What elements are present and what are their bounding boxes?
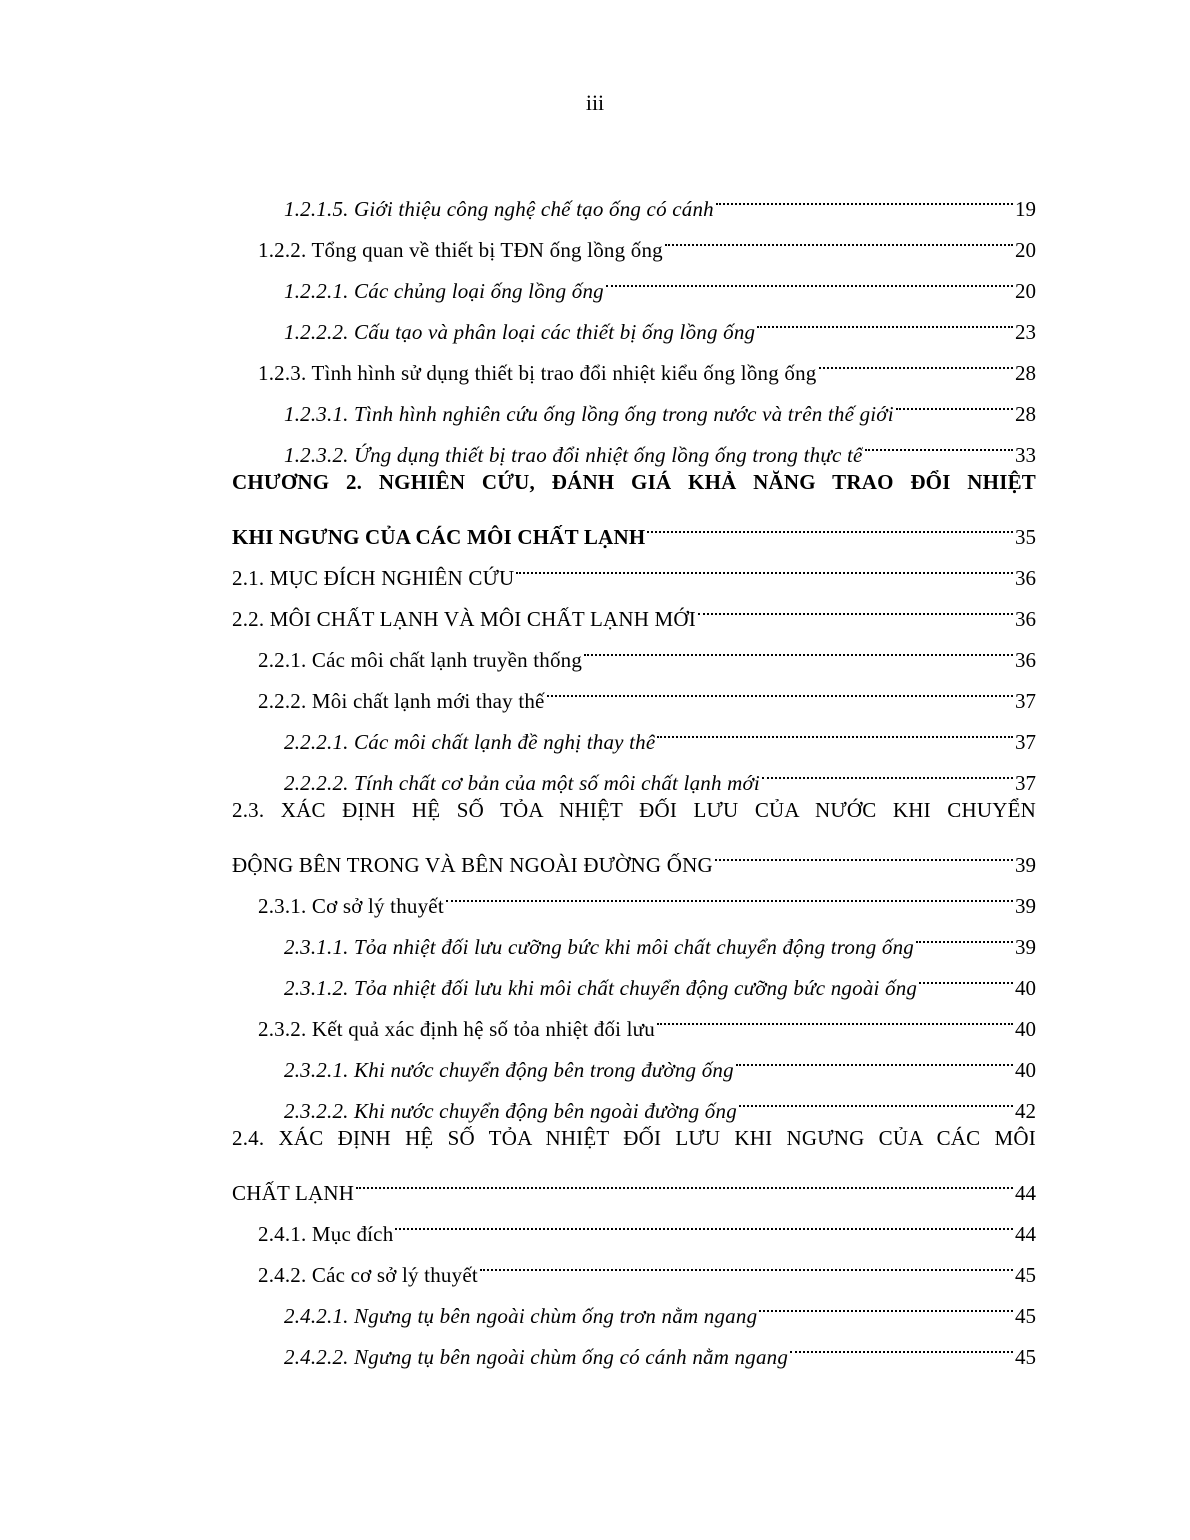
toc-entry-title: 1.2.2. Tổng quan về thiết bị TĐN ống lồng ống <box>258 238 663 262</box>
toc-entry[interactable] <box>232 1159 1036 1205</box>
toc-entry-page: 45 <box>1015 1345 1036 1369</box>
toc-entry-title: 2.4.2. Các cơ sở lý thuyết <box>258 1263 478 1287</box>
toc-entry-page: 39 <box>1015 853 1036 877</box>
dot-leader <box>657 995 1013 1036</box>
toc-entry-title: 2.3.2.1. Khi nước chuyển động bên trong đường ống <box>284 1058 734 1082</box>
toc-entry-page: 37 <box>1015 689 1036 713</box>
toc-entry-page: 40 <box>1015 1017 1036 1041</box>
dot-leader <box>657 708 1013 749</box>
toc-entry-title: 1.2.3.2. Ứng dụng thiết bị trao đổi nhiệt ống lồng ống trong thực tế <box>284 443 863 467</box>
toc-entry-title: 1.2.2.2. Cấu tạo và phân loại các thiết bị ống lồng ống <box>284 320 756 344</box>
toc-entry-page: 44 <box>1015 1222 1036 1246</box>
toc-entry-page: 45 <box>1015 1304 1036 1328</box>
dot-leader <box>446 872 1013 913</box>
toc-entry-page: 37 <box>1015 730 1036 754</box>
dot-leader <box>516 544 1013 585</box>
dot-leader <box>715 831 1013 872</box>
toc-entry-page: 42 <box>1015 1099 1036 1123</box>
dot-leader <box>790 1323 1013 1364</box>
dot-leader <box>395 1200 1013 1241</box>
toc-entry-title: ĐỘNG BÊN TRONG VÀ BÊN NGOÀI ĐƯỜNG ỐNG <box>232 853 713 877</box>
toc-entry-title: 1.2.1.5. Giới thiệu công nghệ chế tạo ống có cánh <box>284 197 714 221</box>
dot-leader <box>736 1036 1013 1077</box>
dot-leader <box>356 1159 1013 1200</box>
toc-entry-page: 37 <box>1015 771 1036 795</box>
toc-entry-title: 2.1. MỤC ĐÍCH NGHIÊN CỨU <box>232 566 515 590</box>
dot-leader <box>739 1077 1013 1118</box>
toc-entry-page: 28 <box>1015 402 1036 426</box>
toc-entry-title: 2.3.1.1. Tỏa nhiệt đối lưu cưỡng bức khi môi chất chuyển động trong ống <box>284 935 914 959</box>
toc-entry-page: 39 <box>1015 935 1036 959</box>
toc-entry-title: 2.2.1. Các môi chất lạnh truyền thống <box>258 648 583 672</box>
toc-entry-title: 2.3.2. Kết quả xác định hệ số tỏa nhiệt đối lưu <box>258 1017 655 1041</box>
toc-entry-title: 2.3.1.2. Tỏa nhiệt đối lưu khi môi chất chuyển động cưỡng bức ngoài ống <box>284 976 918 1000</box>
toc-chapter-heading-line1[interactable] <box>232 462 1036 503</box>
dot-leader <box>698 585 1013 626</box>
dot-leader <box>547 667 1013 708</box>
toc-entry[interactable] <box>232 831 1036 877</box>
toc-entry-page: 36 <box>1015 566 1036 590</box>
dot-leader <box>896 380 1013 421</box>
toc-entry-page: 45 <box>1015 1263 1036 1287</box>
dot-leader <box>606 257 1013 298</box>
toc-entry-title: 2.2.2. Môi chất lạnh mới thay thế <box>258 689 545 713</box>
dot-leader <box>665 216 1013 257</box>
toc-entry-page: 33 <box>1015 443 1036 467</box>
toc-entry-page: 40 <box>1015 1058 1036 1082</box>
toc-entry-title: 2.2.2.1. Các môi chất lạnh đề nghị thay thế <box>284 730 656 754</box>
dot-leader <box>916 913 1013 954</box>
toc-entry-page: 23 <box>1015 320 1036 344</box>
toc-entry-page: 44 <box>1015 1181 1036 1205</box>
dot-leader <box>865 421 1014 462</box>
toc-section-heading-line1[interactable] <box>232 790 1036 831</box>
dot-leader <box>919 954 1013 995</box>
toc-entry-page: 20 <box>1015 279 1036 303</box>
toc-entry-title: 2.2.2.2. Tính chất cơ bản của một số môi chất lạnh mới <box>284 771 760 795</box>
toc-entry-page: 19 <box>1015 197 1036 221</box>
toc-entry-page: 36 <box>1015 607 1036 631</box>
toc-entry-title: 2.4. XÁC ĐỊNH HỆ SỐ TỎA NHIỆT ĐỐI LƯU KHI NGƯNG CỦA CÁC MÔI <box>232 1126 1036 1150</box>
toc-entry-page: 40 <box>1015 976 1036 1000</box>
dot-leader <box>819 339 1014 380</box>
toc-entry-page: 36 <box>1015 648 1036 672</box>
dot-leader <box>762 749 1013 790</box>
toc-entry[interactable] <box>232 175 1036 221</box>
dot-leader <box>480 1241 1013 1282</box>
toc-entry-page: 28 <box>1015 361 1036 385</box>
toc-entry-page: 20 <box>1015 238 1036 262</box>
toc-entry-title: 2.3.2.2. Khi nước chuyển động bên ngoài đường ống <box>284 1099 737 1123</box>
table-of-contents <box>232 175 1036 1369</box>
dot-leader <box>716 175 1013 216</box>
toc-entry-page: 39 <box>1015 894 1036 918</box>
toc-entry-title: CHƯƠNG 2. NGHIÊN CỨU, ĐÁNH GIÁ KHẢ NĂNG TRAO ĐỔI NHIỆT <box>232 470 1036 494</box>
toc-section-heading-line1[interactable] <box>232 1118 1036 1159</box>
toc-entry-title: KHI NGƯNG CỦA CÁC MÔI CHẤT LẠNH <box>232 525 646 549</box>
toc-entry-title: 1.2.2.1. Các chủng loại ống lồng ống <box>284 279 604 303</box>
dot-leader <box>647 503 1013 544</box>
toc-entry-title: 2.3.1. Cơ sở lý thuyết <box>258 894 444 918</box>
toc-entry-title: CHẤT LẠNH <box>232 1181 355 1205</box>
page-number: iii <box>585 90 605 115</box>
toc-entry[interactable] <box>232 503 1036 549</box>
toc-entry-page: 35 <box>1015 525 1036 549</box>
toc-entry-title: 2.4.2.1. Ngưng tụ bên ngoài chùm ống trơn nằm ngang <box>284 1304 758 1328</box>
dot-leader <box>584 626 1013 667</box>
toc-entry-title: 1.2.3.1. Tình hình nghiên cứu ống lồng ống trong nước và trên thế giới <box>284 402 894 426</box>
toc-entry-title: 1.2.3. Tình hình sử dụng thiết bị trao đổi nhiệt kiểu ống lồng ống <box>258 361 817 385</box>
toc-entry-title: 2.4.2.2. Ngưng tụ bên ngoài chùm ống có cánh nằm ngang <box>284 1345 789 1369</box>
dot-leader <box>757 298 1013 339</box>
toc-entry-title: 2.3. XÁC ĐỊNH HỆ SỐ TỎA NHIỆT ĐỐI LƯU CỦA NƯỚC KHI CHUYỂN <box>232 798 1036 822</box>
toc-entry-title: 2.4.1. Mục đích <box>258 1222 394 1246</box>
dot-leader <box>759 1282 1013 1323</box>
toc-entry-title: 2.2. MÔI CHẤT LẠNH VÀ MÔI CHẤT LẠNH MỚI <box>232 607 696 631</box>
